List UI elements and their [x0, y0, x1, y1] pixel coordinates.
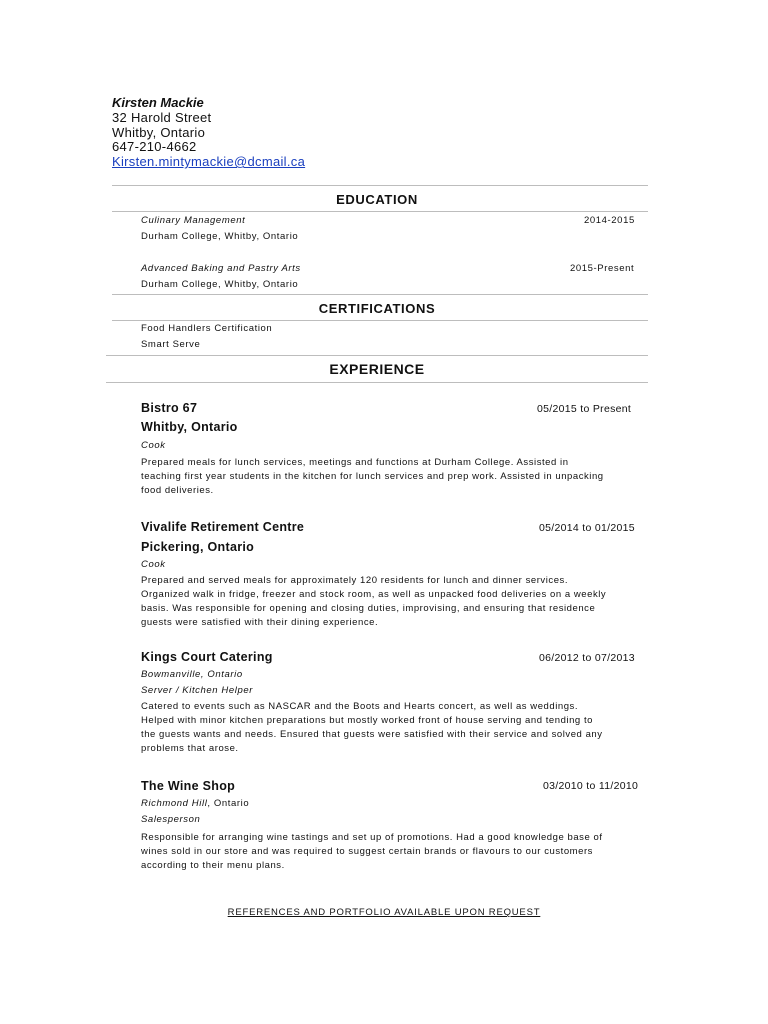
certification-item: Smart Serve — [141, 339, 201, 350]
divider — [106, 382, 648, 383]
job-employer: The Wine Shop — [141, 779, 236, 793]
street-address: 32 Harold Street — [112, 110, 212, 125]
city-province: Whitby, Ontario — [112, 125, 206, 140]
job-role: Cook — [141, 440, 166, 451]
job-location-province: , Ontario — [207, 798, 250, 809]
certification-item: Food Handlers Certification — [141, 323, 273, 334]
references-note — [0, 907, 768, 918]
job-role: Cook — [141, 559, 166, 570]
job-description — [141, 456, 604, 498]
job-location: Bowmanville, Ontario — [141, 669, 243, 680]
description-line: teaching first year students in the kitchen for lunch services and prep work. Assisted in unpacking — [141, 471, 604, 482]
description-line: Prepared and served meals for approximately 120 residents for lunch and dinner services. — [141, 575, 569, 586]
certifications-heading: CERTIFICATIONS — [318, 301, 436, 316]
education-school: Durham College, Whitby, Ontario — [141, 231, 299, 242]
education-years: 2015-Present — [570, 263, 635, 274]
job-dates: 06/2012 to 07/2013 — [539, 652, 635, 664]
job-description — [141, 700, 603, 756]
job-description — [141, 574, 606, 630]
references-note-text: REFERENCES AND PORTFOLIO AVAILABLE UPON REQUEST — [227, 907, 541, 918]
divider — [106, 355, 648, 356]
job-dates: 05/2015 to Present — [537, 403, 632, 415]
divider — [112, 185, 648, 186]
description-line: food deliveries. — [141, 485, 214, 496]
divider — [112, 211, 648, 212]
description-line: Catered to events such as NASCAR and the Boots and Hearts concert, as well as weddings. — [141, 701, 579, 712]
education-heading: EDUCATION — [336, 192, 418, 207]
job-description — [141, 831, 603, 873]
education-years: 2014-2015 — [584, 215, 635, 226]
job-role: Server / Kitchen Helper — [141, 685, 254, 696]
education-program: Advanced Baking and Pastry Arts — [141, 263, 301, 274]
job-role: Salesperson — [141, 814, 201, 825]
job-location: Pickering, Ontario — [141, 540, 255, 554]
job-location-city: Richmond Hill — [141, 798, 208, 809]
experience-heading: EXPERIENCE — [329, 361, 425, 377]
job-location — [141, 798, 249, 809]
divider — [112, 294, 648, 295]
applicant-name: Kirsten Mackie — [112, 95, 204, 110]
description-line: Helped with minor kitchen preparations but mostly worked front of house serving and tending to — [141, 715, 593, 726]
description-line: basis. Was responsible for opening and closing duties, improvising, and ensuring that residence — [141, 603, 596, 614]
phone-number: 647-210-4662 — [112, 139, 197, 154]
description-line: Organized walk in fridge, freezer and stock room, as well as unpacked food deliveries on a weekly — [141, 589, 607, 600]
email-link[interactable]: Kirsten.mintymackie@dcmail.ca — [112, 154, 306, 169]
description-line: problems that arose. — [141, 743, 239, 754]
job-employer: Vivalife Retirement Centre — [141, 520, 305, 534]
description-line: the guests wants and needs. Ensured that guests were satisfied with their service and solved any — [141, 729, 603, 740]
education-program: Culinary Management — [141, 215, 246, 226]
description-line: guests were satisfied with their dining experience. — [141, 617, 379, 628]
description-line: Prepared meals for lunch services, meetings and functions at Durham College. Assisted in — [141, 457, 569, 468]
divider — [112, 320, 648, 321]
description-line: Responsible for arranging wine tastings and set up of promotions. Had a good knowledge base of — [141, 832, 603, 843]
description-line: wines sold in our store and was required to suggest certain brands or flavours to our customers — [141, 846, 593, 857]
job-dates: 05/2014 to 01/2015 — [539, 522, 635, 534]
education-school: Durham College, Whitby, Ontario — [141, 279, 299, 290]
description-line: according to their menu plans. — [141, 860, 285, 871]
job-employer: Kings Court Catering — [141, 650, 273, 664]
job-dates: 03/2010 to 11/2010 — [543, 780, 639, 792]
job-employer: Bistro 67 — [141, 401, 198, 415]
job-location: Whitby, Ontario — [141, 420, 238, 434]
